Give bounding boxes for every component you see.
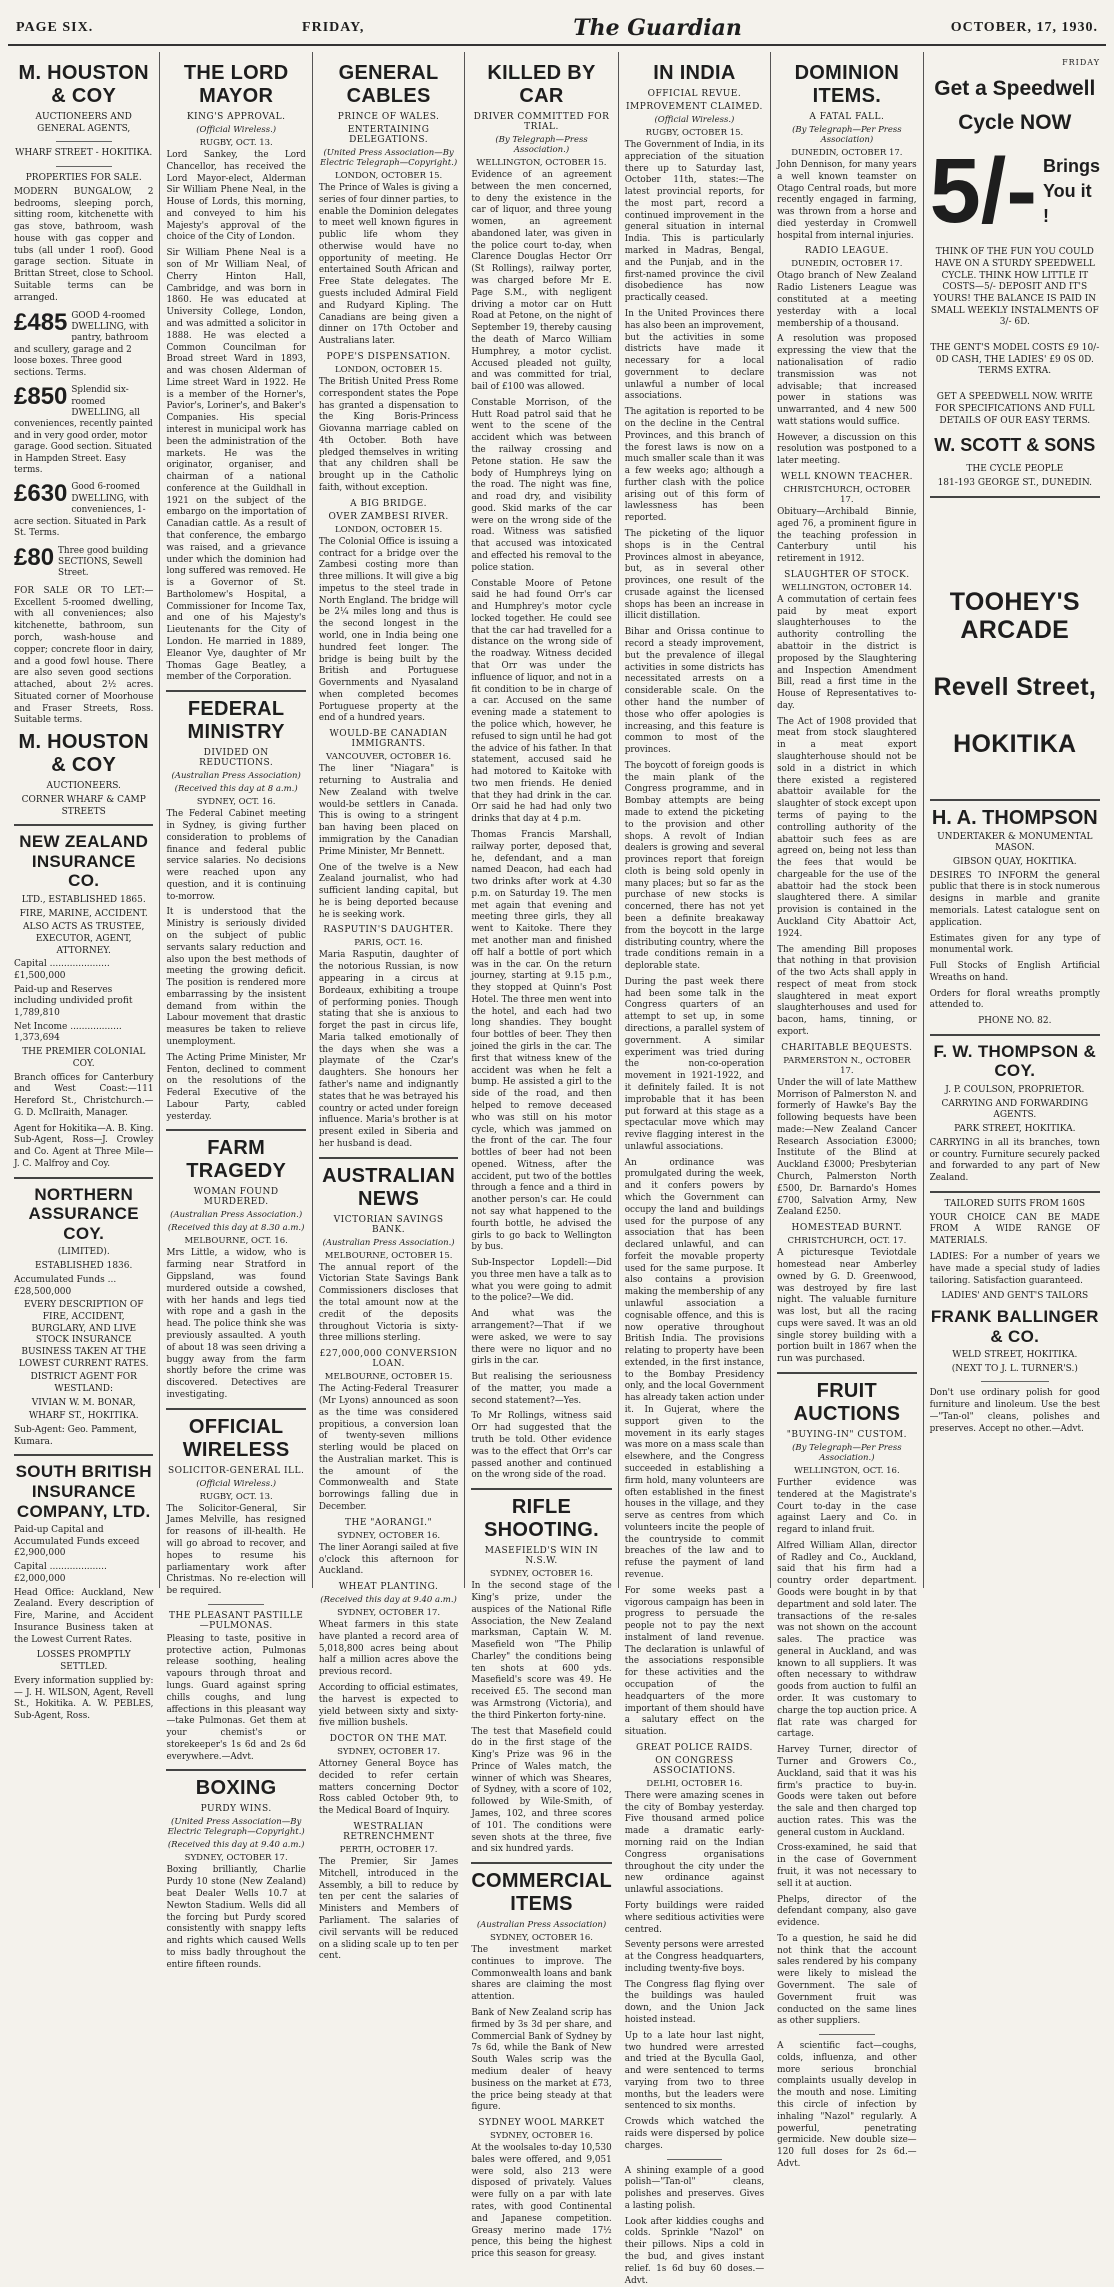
column-3 xyxy=(313,52,465,1962)
price-amount: 5/- xyxy=(929,140,1037,243)
dateline: DUNEDIN, OCTOBER 17. xyxy=(791,259,903,270)
dateline: CHRISTCHURCH, OCTOBER 17. xyxy=(783,484,911,505)
article-subheading: DOCTOR ON THE MAT. xyxy=(329,1734,448,1745)
article-paragraph: Harvey Turner, director of Turner and Growers Co., Auckland, said that it was his firm's practice to buy-in. Goods were taken out before the sale and then charged top auction rates. This was the general custom in Auckland. xyxy=(777,1745,917,1838)
article-paragraph: Sub-Inspector Lopdell:—Did you three men have a talk as to what you were going to admit to the police?—We did. xyxy=(471,1258,612,1304)
carrying-text: CARRYING in all its branches, town or country. Furniture securely packed and forwarded to any part of New Zealand. xyxy=(929,1137,1100,1184)
article-subheading: RADIO LEAGUE. xyxy=(804,246,889,257)
received-time: (Received this day at 8.30 a.m.) xyxy=(167,1223,305,1234)
article-paragraph: It is understood that the Ministry is seriously divided on the subject of public servants salary reduction and also upon the best methods of meeting the growing deficit. The position is rendered more embarrassing by the insistent demand from within the Labour movement that drastic measures be taken to relieve unemployment. xyxy=(166,907,306,1047)
dateline: MELBOURNE, OCTOBER 15. xyxy=(324,1250,453,1261)
dateline: WELLINGTON, OCTOBER 15. xyxy=(476,158,607,168)
article-heading: GENERAL CABLES xyxy=(338,62,439,107)
nz-established: LTD., ESTABLISHED 1865. xyxy=(21,894,146,905)
sbi-funds: Paid-up Capital and Accumulated Funds exceed £2,900,000 xyxy=(14,1525,140,1559)
article-paragraph: Seventy persons were arrested at the Congress headquarters, including twenty-five boys. xyxy=(624,1940,765,1974)
article-heading: THE LORD MAYOR xyxy=(183,62,289,107)
article-heading: DOMINION ITEMS. xyxy=(794,62,900,107)
for-sale-notice: FOR SALE OR TO LET:—Excellent 5-roomed dwelling, with all conveniences; also kitchenette, bathroom, sun porch, wash-house and copper; concrete floor in dairy, and a good fowl house. There are also seven good sections attached, about 2½ acres. Situated corner of Moorhouse and Fraser Streets, Ross. Suitable terms. xyxy=(14,585,154,726)
wire-source: (Official Wireless.) xyxy=(196,1478,277,1489)
thompson-wreaths: Full Stocks of English Artificial Wreaths on hand. xyxy=(929,961,1100,983)
scott-tagline: THE CYCLE PEOPLE xyxy=(966,464,1064,475)
article-subheading: WOMAN FOUND MURDERED. xyxy=(193,1187,279,1208)
article-paragraph: Bank of New Zealand scrip has firmed by 3s 3d per share, and Commercial Bank of Sydney by 7s 6d, while the Bank of New South Wales scrip was the medium dealer of heavy business on the market at £73, the price being steady at that figure. xyxy=(471,2008,612,2113)
article-paragraph: Sir William Phene Neal is a son of Mr William Neal, of Cherry Hinton Hall, Cambridge, and was born in 1860. He was educated at University College, London, and was admitted a solicitor in 1888. He was elected a Common Councilman for Broad street Ward in 1893, and was chosen Alderman of Lime street Ward in 1922. He is a member of the Horner's, Pavior's, Loriner's, and Baker's Companies. His special interest in municipal work has been the administration of the markets. He was the originator, organiser, and chairman of a national conference at the Guildhall in 1921 on the subject of the embargo on the importation of Canadian cattle. As a result of that conference, the embargo was raised, and a grievance under which the dominion had long suffered was removed. He is a Governor of St. Bartholomew's Hospital, a Commissioner for Income Tax, and one of his Majesty's Lieutenants for the City of London. He married in 1889, Eleanor Vye, daughter of Mr Thomas Gage Beatley, a member of the Corporation. xyxy=(166,248,306,683)
page-columns xyxy=(8,52,1106,2286)
article-subheading: KING'S APPROVAL. xyxy=(186,112,286,122)
article-paragraph: The British United Press Rome correspondent states the Pope has granted a dispensation to the King Boris-Princess Giovanna marriage cabled on 4th October. Both have pledged themselves in writing that any children shall be brought up in the Catholic faith, without exception. xyxy=(318,376,459,493)
branch-offices: Branch offices for Canterbury and West Coast:—111 Hereford St., Christchurch.—G. D. McIlraith, Manager. xyxy=(14,1072,154,1118)
article-subheading: SOLICITOR-GENERAL ILL. xyxy=(167,1465,305,1476)
article-paragraph: The liner "Niagara" is returning to Australia and New Zealand with twelve would-be settlers in Canada. This is owing to a stringent ban having been placed on immigration by the Canadian Prime Minister, Mr Bennett. xyxy=(318,764,459,857)
article-paragraph: The investment market continues to improve. The Commonwealth loans and bank shares are claiming the most attention. xyxy=(471,1945,612,2003)
dateline: RUGBY, OCT. 13. xyxy=(199,138,273,148)
dateline: CHRISTCHURCH, OCT. 17. xyxy=(787,1236,907,1247)
northern-heading: NORTHERN ASSURANCE COY. xyxy=(28,1184,139,1243)
article-paragraph: In the second stage of the King's prize, under the auspices of the National Rifle Association, the New Zealand marksman, Captain W. M. Masefield won "The Philip Charley" the conditions being ten shots at 600 yds. Masefield's score was 49. He received £5. The second man was Armstrong (Victoria), and the third Pinkerton forty-nine. xyxy=(471,1581,612,1721)
thompson-address: GIBSON QUAY, HOKITIKA. xyxy=(952,856,1077,867)
article-paragraph: To Mr Rollings, witness said Orr had suggested that the truth be told. Other evidence was to the effect that Orr's car passed another and continued on the wrong side of the road. xyxy=(471,1411,612,1481)
property-text: GOOD 4-roomed DWELLING, with pantry, bathroom and scullery, garage and 2 loose boxes. Three good sections. Terms. xyxy=(14,310,149,378)
article-paragraph: At the woolsales to-day 10,530 bales were offered, and 9,051 were sold, also 213 were disposed of privately. Values were fully on a par with late rates, with good Continental and Japanese competition. Greasy merino made 17½ pence, this being the highest price this season for greasy. xyxy=(471,2143,612,2260)
article-paragraph: The Acting-Federal Treasurer (Mr Lyons) announced as soon as the time was considered propitious, a conversion loan of twenty-seven millions sterling would be placed on the Australian market. This is the amount of the Commonwealth and State borrowings falling due in December. xyxy=(318,1384,459,1512)
property-price: £80 xyxy=(14,543,55,571)
advert-heading: THE PLEASANT PASTILLE—PULMONAS. xyxy=(169,1610,304,1631)
article-subheading: GREAT POLICE RAIDS. xyxy=(635,1742,753,1753)
dateline: PERTH, OCTOBER 17. xyxy=(339,1845,438,1856)
carrying-address: PARK STREET, HOKITIKA. xyxy=(954,1124,1076,1135)
column-2 xyxy=(160,52,312,1970)
agent-name: VIVIAN W. M. BONAR, xyxy=(31,1397,136,1408)
article-subheading: CHARITABLE BEQUESTS. xyxy=(781,1042,913,1053)
article-paragraph: There were amazing scenes in the city of Bombay yesterday. Five thousand armed police made a dramatic early-morning raid on the Indian Congress organisations throughout the city under the new ordinance against unlawful associations. xyxy=(624,1790,765,1896)
article-paragraph: An ordinance was promulgated during the week, and it confers powers by which the Government can occupy the land and buildings used for the purpose of any association that has been declared unlawful, and can forfeit the movable property used for the same purpose. It also contains a provision making the membership of any unlawful association a cognisable offence, and this is now operative throughout British India. The provisions relating to property have been extended, in the first instance, to the Bombay Presidency only, and the local Government has already taken action under it. In Gujerat, where the support given to the movement in its early stages was more on a mass scale than elsewhere, and the Congress succeeded in establishing a firm hold, many volunteers are often established in the finest houses in the village, and they serve as centres from which volunteers incite the people of the countryside to commit breaches of the law and to refuse the payment of land revenue. xyxy=(624,1157,765,1580)
price-caption: Brings You it ! xyxy=(1042,155,1100,226)
advert-text: A scientific fact—coughs, colds, influenza, and other more serious bronchial complaints usually develop in the mouth and nose. Limiting this circle of infection by inhaling "Nazol" regularly. A powerful, penetrating germicide. New double size—120 full doses for 2s 6d.—Advt. xyxy=(777,2041,917,2169)
received-time: (Received this day at 9.40 a.m.) xyxy=(167,1840,305,1851)
article-paragraph: The boycott of foreign goods is the main plank of the Congress programme, and in Bombay attempts are being made to extend the picketing to the provision and other shops. A revolt of Indian dealers is growing and several provinces report that foreign cloth is being sold openly in many places; but so far as the purchase of new stocks is concerned, there has not yet been a definite breakaway from the boycott in the large distributing country, where the trade conditions remain in a deplorable state. xyxy=(624,760,765,972)
article-heading: KILLED BY CAR xyxy=(487,62,596,107)
nz-net-income: Net Income .................. 1,373,694 xyxy=(14,1021,122,1044)
wire-source: (Official Wireless.) xyxy=(196,125,277,135)
northern-established: ESTABLISHED 1836. xyxy=(35,1261,133,1272)
property-listing xyxy=(14,308,153,380)
article-paragraph: A picturesque Teviotdale homestead near Amberley owned by G. D. Greenwood, was destroyed by fire last night. The valuable furniture was lost, but all the racing cups were saved. It was an old single storey building with a portion built in 1867 when the run was purchased. xyxy=(777,1248,917,1365)
article-paragraph: Bihar and Orissa continue to record a steady improvement, but the prevalence of illegal activities in some districts has necessitated arrests on a considerable scale. On the other hand the number of those who offer apologies is increasing, and this feature is common to most of the provinces. xyxy=(624,627,765,756)
district-agent-label: DISTRICT AGENT FOR WESTLAND: xyxy=(30,1372,137,1394)
ad-tag: FRIDAY xyxy=(1062,58,1100,67)
article-paragraph: Maria Rasputin, daughter of the notorious Russian, is now appearing in a circus at Bordeaux, exhibiting a troupe of performing ponies. Though stating that she is anxious to forget the past in circus life, Maria talked emotionally of the days when she was a playmate of the Czar's daughters. She honours her father's name and indignantly states that he was betrayed his country or acted under foreign influence. Maria's brother is at present exiled in Siberia and her husband is dead. xyxy=(318,950,459,1149)
article-subheading: WELL KNOWN TEACHER. xyxy=(780,471,913,482)
article-paragraph: For some weeks past a vigorous campaign has been in progress to persuade the people not to pay the next instalment of land revenue. The declaration is unlawful of the associations responsible for these activities and the occupation of the headquarters of the more important of them should have a salutary effect on the situation. xyxy=(624,1585,765,1738)
firm-role-2: AUCTIONEERS. xyxy=(46,781,121,792)
article-paragraph: The amending Bill proposes that nothing in that provision of the two Acts shall apply in respect of meat from stock slaughtered in meat export slaughterhouses and used for bacon, hams, tinning, or export. xyxy=(777,944,917,1037)
article-paragraph: The Colonial Office is issuing a contract for a bridge over the Zambesi costing more than three millions. It will give a big impetus to the steel trade in North England. The bridge will be 2¼ miles long and thus is the second longest in the world, one in India being one hundred feet longer. The bridge is being built by the British and Portuguese Governments and Nyasaland when completed becomes Portuguese property at the end of a hundred years. xyxy=(318,536,459,724)
page-number: PAGE SIX. xyxy=(16,20,94,35)
article-heading: RIFLE SHOOTING. xyxy=(484,1496,599,1542)
dateline: WELLINGTON, OCT. 16. xyxy=(794,1465,900,1476)
wire-source: (United Press Association—By Electric Telegraph—Copyright.) xyxy=(320,148,458,168)
article-paragraph: The test that Masefield could do in the first stage of the King's Prize was 96 in the Prince of Wales match, the winner of which was Sheares, of Sydney, with a score of 102, followed by Wile-Smith, of James, 102, and three scores of 101. The conditions were seven shots at the three, five and six hundred yards. xyxy=(471,1726,612,1855)
article-paragraph: Mrs Little, a widow, who is farming near Stratford in Gippsland, was found murdered outside a cowshed, with her hands and legs tied with rope and a gash in the head. The police think she was previously assaulted. A youth of about 18 was seen driving a buggy away from the farm shortly before the crime was discovered. Detectives are investigating. xyxy=(166,1248,306,1400)
dateline: PARMERSTON N., OCTOBER 17. xyxy=(783,1055,911,1076)
bungalow-listing: MODERN BUNGALOW, 2 bedrooms, sleeping porch, sitting room, kitchenette with gas stove, bathroom, wash house with gas copper and tubs (all under 1 roof). Good garage section. Situate in Brittan Street, close to School. Suitable terms can be arranged. xyxy=(14,186,154,303)
article-subheading: RASPUTIN'S DAUGHTER. xyxy=(323,925,454,936)
article-paragraph: The Premier, Sir James Mitchell, introduced in the Assembly, a bill to reduce by ten per cent the salaries of Ministers and Members of Parliament. The salaries of civil servants will be reduced on a sliding scale up to ten per cent. xyxy=(318,1857,459,1962)
dateline: SYDNEY, OCTOBER 16. xyxy=(337,1530,441,1541)
ballinger-name: FRANK BALLINGER & CO. xyxy=(930,1306,1099,1346)
wire-source: (Official Wireless.) xyxy=(654,115,735,125)
article-paragraph: Up to a late hour last night, two hundred were arrested and tried at the Byculla Gaol, and were sentenced to terms varying from two to three months, but the leaders were sentenced to six months. xyxy=(624,2030,765,2112)
dateline: PARIS, OCT. 16. xyxy=(354,938,423,949)
wire-source: (Australian Press Association) xyxy=(476,1920,607,1931)
article-heading: AUSTRALIAN NEWS xyxy=(322,1164,456,1210)
article-subheading: ON CONGRESS ASSOCIATIONS. xyxy=(653,1755,736,1776)
property-text: Three good building SECTIONS, Sewell Street. xyxy=(58,545,149,579)
fw-thompson-name: F. W. THOMPSON & COY. xyxy=(933,1041,1097,1081)
article-paragraph: Crowds which watched the raids were dispersed by police charges. xyxy=(624,2117,765,2151)
article-subheading: SYDNEY WOOL MARKET xyxy=(478,2118,605,2129)
column-1 xyxy=(8,52,160,1722)
wire-source: (Australian Press Association.) xyxy=(170,1210,303,1221)
article-paragraph: A commutation of certain fees paid by meat export slaughterhouses to the authority controlling the abattoir in the district is proposed by the Slaughtering and Inspection Amendment Bill, read a first time in the House of Representatives to-day. xyxy=(777,594,917,711)
northern-funds: Accumulated Funds ... £28,500,000 xyxy=(14,1274,117,1297)
received-time: (Received this day at 9.40 a.m.) xyxy=(320,1595,457,1606)
tailor-ladies: LADIES: For a number of years we have made a special study of ladies tailoring. Satisfaction guaranteed. xyxy=(929,1251,1100,1286)
dateline: LONDON, OCTOBER 15. xyxy=(334,524,443,535)
article-paragraph: One of the twelve is a New Zealand journalist, who had sufficient landing capital, but he is being deported because he is seeking work. xyxy=(318,862,459,920)
dateline: DUNEDIN, OCTOBER 17. xyxy=(791,148,903,158)
article-subheading: "BUYING-IN" CUSTOM. xyxy=(786,1429,907,1440)
dateline: SYDNEY, OCT. 16. xyxy=(196,797,276,808)
received-time: (Received this day at 8 a.m.) xyxy=(174,784,298,795)
arcade-street: Revell Street, xyxy=(933,673,1097,702)
article-paragraph: The picketing of the liquor shops is in the Central Provinces almost in abeyance, but, as in several other provinces, one result of the crusade against the licensed shops has been an increase in illicit distillation. xyxy=(624,529,765,622)
article-heading: FARM TRAGEDY xyxy=(186,1137,287,1183)
dateline: SYDNEY, OCTOBER 16. xyxy=(490,2131,594,2142)
article-subheading: A FATAL FALL. xyxy=(809,112,885,122)
article-subheading: PURDY WINS. xyxy=(200,1804,272,1815)
speedwell-headline: Get a Speedwell xyxy=(934,77,1096,100)
article-paragraph: However, a discussion on this resolution was postponed to a later meeting. xyxy=(777,432,917,467)
article-heading: IN INDIA xyxy=(653,62,736,84)
article-paragraph: Thomas Francis Marshall, railway porter, deposed that, he, defendant, and a man named Deacon, had each had two drinks after work at 4.30 p.m. on Saturday 19. The men met again that evening and meeting three girls, they all went to Kaitoke. There they met another man and finished off half a bottle of port which was in the car. On the return journey, starting at 9.15 p.m., they stopped at Quinn's Post Hotel. The three men went into the hotel, and each had two long shandies. They bought four bottles of beer. They then joined the girls in the car. The first that witness knew of the accident was when he felt a bump. He assisted a girl to the side of the road, and then helped to remove deceased who was still on his motor cycle, which was jammed on the front of the car. The four bottles of beer had not been opened. Witness, after the accident, put two of the bottles through a fence and a third in another person's car. He could not say what happened to the fourth bottle, he advised the girls to go back to Wellington by bus. xyxy=(471,829,612,1253)
firm-address: WHARF STREET - HOKITIKA. xyxy=(15,148,153,159)
column-4 xyxy=(465,52,618,2260)
article-paragraph: Lord Sankey, the Lord Chancellor, has received the Lord Mayor-elect, Alderman Sir William Phene Neal, in the House of Lords, this morning, and conveyed to him his Majesty's approval of the choice of the City of London. xyxy=(166,150,306,243)
article-paragraph: Obituary—Archibald Binnie, aged 76, a prominent figure in the teaching profession in Canterbury until his retirement in 1912. xyxy=(777,506,917,565)
insurance-agents: Agent for Hokitika—A. B. King. Sub-Agent, Ross—J. Crowley and Co. Agent at Three Mile—J. C. Malfroy and Coy. xyxy=(14,1123,154,1170)
article-subheading: POPE'S DISPENSATION. xyxy=(326,351,451,362)
dateline: VANCOUVER, OCTOBER 16. xyxy=(326,752,452,763)
article-paragraph: Under the will of late Matthew Morrison of Palmerston N. and formerly of Hawke's Bay the following bequests have been made:—New Zealand Cancer Research Association £3000; Institute of the Blind at Auckland £3000; Presbyterian Church, Palmerston North £500, Dr. Barnardo's Homes £700, Salvation Army, New Zealand £250. xyxy=(777,1077,917,1218)
article-subheading: MASEFIELD'S WIN IN N.S.W. xyxy=(484,1546,599,1567)
article-paragraph: Attorney General Boyce has decided to refer certain matters concerning Doctor Ross cabled October 9th, to the Medical Board of Inquiry. xyxy=(318,1759,459,1817)
property-price: £485 xyxy=(14,308,68,336)
article-paragraph: The agitation is reported to be on the decline in the Central Provinces, and this branch of the forest laws is now on a much smaller scale than it was a few weeks ago; although a further clash with the police arising out of this form of lawlessness has been reported. xyxy=(624,407,765,524)
article-paragraph: Boxing brilliantly, Charlie Purdy 10 stone (New Zealand) beat Dealer Wells 10.7 at Newton Stadium. Wells did all the forcing but Purdy scored consistently with snappy lefts and rights which caused Wells to miss badly throughout the entire fifteen rounds. xyxy=(166,1865,306,1970)
dateline: DELHI, OCTOBER 16. xyxy=(646,1778,743,1789)
ballinger-address: WELD STREET, HOKITIKA. xyxy=(952,1350,1078,1361)
article-paragraph: But realising the seriousness of the matter, you made a second statement?—Yes. xyxy=(471,1372,612,1406)
advert-text: A shining example of a good polish—"Tan-ol" cleans, polishes and preserves. Gives a lasting polish. xyxy=(624,2165,765,2211)
article-paragraph: The liner Aorangi sailed at five o'clock this afternoon for Auckland. xyxy=(318,1542,459,1577)
dateline: WELLINGTON, OCTOBER 14. xyxy=(781,582,912,593)
article-paragraph: Cross-examined, he said that in the case of Government fruit, it was not necessary to sell it at auction. xyxy=(777,1843,917,1889)
article-paragraph: Alfred William Allan, director of Radley and Co., Auckland, said that his firm had a country order department. Goods were bought in by that department and sold later. The transactions of the re-sales was not shown on the account sales. The practice was general in Auckland, and was known to all suppliers. It was often necessary to withdraw goods from auction to fulfil an order. It was customary to charge the top auction price. A flat rate was charged for cartage. xyxy=(777,1540,917,1740)
issue-date: OCTOBER, 17, 1930. xyxy=(950,20,1098,35)
nz-capital: Capital ..................... £1,500,000 xyxy=(14,959,110,982)
article-paragraph: Phelps, director of the defendant company, also gave evidence. xyxy=(777,1894,917,1929)
article-subheading: VICTORIAN SAVINGS BANK. xyxy=(333,1214,444,1235)
firm-role: AUCTIONEERS AND GENERAL AGENTS, xyxy=(35,112,132,134)
dateline: LONDON, OCTOBER 15. xyxy=(334,171,443,181)
article-paragraph: To a question, he said he did not think that the account sales rendered by his company were likely to mislead the Government. The sale of Government fruit was conducted on the same lines as other suppliers. xyxy=(777,1933,917,2027)
dateline: MELBOURNE, OCT. 16. xyxy=(184,1236,288,1247)
tailor-line: LADIES' AND GENT'S TAILORS xyxy=(941,1291,1089,1302)
sub-agent: Sub-Agent: Geo. Pamment, Kumara. xyxy=(14,1425,137,1447)
article-paragraph: Wheat farmers in this state have planted a record area of 5,018,800 acres being about half a million acres above the previous record. xyxy=(318,1620,459,1678)
dateline: LONDON, OCTOBER 15. xyxy=(334,364,443,375)
nz-types: FIRE, MARINE, ACCIDENT. xyxy=(19,908,148,919)
advert-text: Pleasing to taste, positive in protective action, Pulmonas release soothing, healing vapours through throat and lungs. Guard against spring chills coughs, and lung affections in this pleasant way—take Pulmonas. Get them at your chemist's or storekeeper's 1s 6d and 2s 6d everywhere.—Advt. xyxy=(166,1633,306,1762)
sbi-head-office: Head Office: Auckland, New Zealand. Every description of Fire, Marine, and Accident Insurance Business taken at the Lowest Current Rates. xyxy=(14,1587,154,1645)
article-heading: FRUIT AUCTIONS xyxy=(793,1379,901,1425)
speedwell-text: THINK OF THE FUN YOU COULD HAVE ON A STURDY SPEEDWELL CYCLE. THINK HOW LITTLE IT COSTS—5/- DEPOSIT AND IT'S YOURS! THE BALANCE IS PAID IN SMALL WEEKLY INSTALMENTS OF 3/- 6D. xyxy=(930,247,1099,328)
thompson-estimates: Estimates given for any type of monumental work. xyxy=(929,933,1100,956)
firm-name: M. HOUSTON & COY xyxy=(18,62,149,107)
article-subheading: SLAUGHTER OF STOCK. xyxy=(784,569,910,580)
article-subheading: OVER ZAMBESI RIVER. xyxy=(328,511,449,522)
article-paragraph: Further evidence was tendered at the Magistrate's Court to-day in the case against Laery and Co. in regard to inland fruit. xyxy=(777,1477,917,1536)
article-paragraph: A resolution was proposed expressing the view that the nationalisation of radio transmission was not advisable; that increased power in stations was unwarranted, and 4 new 500 watt stations would suffice. xyxy=(777,334,917,427)
dateline: RUGBY, OCT. 13. xyxy=(199,1491,273,1502)
article-heading: BOXING xyxy=(195,1777,277,1800)
article-heading: COMMERCIAL ITEMS xyxy=(471,1870,613,1916)
article-paragraph: The Federal Cabinet meeting in Sydney, is giving further consideration to problems of finance and federal public service salaries. No decisions were reached upon any question, and it is continuing to-morrow. xyxy=(166,809,306,902)
scott-name: W. SCOTT & SONS xyxy=(934,435,1096,456)
northern-limited: (LIMITED). xyxy=(57,1247,110,1258)
article-subheading: PRINCE OF WALES. xyxy=(337,112,440,122)
article-paragraph: The annual report of the Victorian State Savings Bank Commissioners discloses that the total amount now at the credit of the deposits throughout Victoria is sixty-three millions sterling. xyxy=(318,1262,459,1344)
thompson-role: UNDERTAKER & MONUMENTAL MASON. xyxy=(937,831,1093,854)
colonial-line: THE PREMIER COLONIAL COY. xyxy=(22,1047,146,1069)
article-heading: FEDERAL MINISTRY xyxy=(187,698,285,744)
nz-also: ALSO ACTS AS TRUSTEE, EXECUTOR, AGENT, ATTORNEY. xyxy=(23,922,145,956)
property-price: £850 xyxy=(14,383,68,411)
article-paragraph: Evidence of an agreement between the men concerned, to deny the existence in the car of liquor, and three young women, an agreement abandoned later, was given in the police court to-day, when Clarence Douglas Hector Orr (St Rollings), railway porter, was charged before Mr E. Page S.M., with negligent driving a motor car on Hutt Road at Petone, on the night of September 19, thereby causing the death of Marco William Humphrey, a motor cyclist. Accused pleaded not guilty, and was committed for trial, bail of £100 was allowed. xyxy=(471,170,612,393)
agent-address: WHARF ST., HOKITIKA. xyxy=(28,1411,139,1422)
newspaper-title: The Guardian xyxy=(573,15,742,41)
article-subheading: WHEAT PLANTING. xyxy=(338,1582,439,1593)
article-paragraph: The Solicitor-General, Sir James Melville, has resigned for reasons of ill-health. He will go abroad to recover, and hopes to resume his parliamentary work after Christmas. No re-election will be required. xyxy=(166,1503,306,1597)
losses-settled: LOSSES PROMPTLY SETTLED. xyxy=(36,1650,131,1673)
dateline: SYDNEY, OCTOBER 17. xyxy=(337,1608,441,1619)
wire-source: (Australian Press Association) xyxy=(171,771,301,782)
speedwell-prices: THE GENT'S MODEL COSTS £9 10/- 0D CASH, THE LADIES' £9 0S 0D. TERMS EXTRA. xyxy=(930,343,1100,377)
thompson-text: DESIRES TO INFORM the general public that there is in stock numerous designs in marble and granite memorials. Latest catalogue sent on application. xyxy=(929,870,1100,928)
article-subheading: WESTRALIAN RETRENCHMENT xyxy=(343,1822,435,1843)
property-listing xyxy=(14,543,153,580)
arcade-town: HOKITIKA xyxy=(953,729,1077,758)
firm-address-2: CORNER WHARF & CAMP STREETS xyxy=(21,794,146,817)
article-paragraph: The Acting Prime Minister, Mr Fenton, declined to comment on the resolutions of the Federal Executive of the Labour Party, cabled yesterday. xyxy=(166,1052,306,1122)
advert-text: Look after kiddies coughs and colds. Sprinkle "Nazol" on their pillows. Nips a cold in the bud, and gives instant relief. 1s 6d buy 60 doses.—Advt. xyxy=(624,2216,765,2286)
sbi-information: Every information supplied by:— J. H. WILSON, Agent, Revell St., Hokitika. A. W. PEBLES, Sub-Agent, Ross. xyxy=(14,1675,154,1722)
thompson-phone: PHONE NO. 82. xyxy=(978,1016,1052,1027)
fw-proprietor: J. P. COULSON, PROPRIETOR. xyxy=(945,1085,1085,1096)
sbi-capital: Capital .................... £2,000,000 xyxy=(14,1562,107,1584)
article-paragraph: The Congress flag flying over the buildings was hauled down, and the Union Jack hoisted instead. xyxy=(624,1979,765,2025)
wire-source: (By Telegraph—Per Press Association.) xyxy=(792,1442,902,1463)
thompson-name: H. A. THOMPSON xyxy=(931,806,1098,829)
article-paragraph: The Act of 1908 provided that meat from stock slaughtered in a meat export slaughterhouse should not be sold in a district in which there existed a registered abattoir available for the slaughter of stock except upon terms of paying to the controlling authority of the abattoir such fees as are agreed on, being not less than the fees that would be chargeable for the use of the abattoir had the stock been slaughtered there. A similar provision is contained in the Auckland City Abattoir Act, 1924. xyxy=(777,716,917,939)
article-paragraph: Otago branch of New Zealand Radio Listeners League was constituted at a meeting yesterday with a local membership of a thousand. xyxy=(777,271,917,329)
property-text: Splendid six-roomed DWELLING, all conveniences, recently painted and in very good order, motor garage. Good section. Situated in Hampden Street. Easy terms. xyxy=(14,385,153,476)
ballinger-next: (NEXT TO J. L. TURNER'S.) xyxy=(951,1363,1078,1374)
property-text: Good 6-roomed DWELLING, with conveniences, 1-acre section. Situated in Park St. Terms. xyxy=(14,482,149,539)
northern-description: EVERY DESCRIPTION OF FIRE, ACCIDENT, BURGLARY, AND LIVE STOCK INSURANCE BUSINESS TAKEN AT THE LOWEST CURRENT RATES. xyxy=(18,1300,149,1369)
wire-source: (By Telegraph—Per Press Association) xyxy=(792,125,902,145)
nz-insurance-heading: NEW ZEALAND INSURANCE CO. xyxy=(19,832,149,891)
column-6 xyxy=(771,52,923,2169)
article-subheading: THE "AORANGI." xyxy=(344,1517,433,1528)
wire-source: (Australian Press Association.) xyxy=(322,1237,455,1248)
thompson-orders: Orders for floral wreaths promptly attended to. xyxy=(929,988,1100,1011)
article-paragraph: Forty buildings were raided where seditious activities were centred. xyxy=(624,1900,765,1935)
dateline: SYDNEY, OCTOBER 17. xyxy=(337,1747,441,1758)
advert-text: Don't use ordinary polish for good furniture and linoleum. Use the best—"Tan-ol" cleans, polishes and preserves. Accept no other.—Advt. xyxy=(929,1388,1100,1434)
wire-source: (United Press Association—By Electric Telegraph—Copyright.) xyxy=(167,1817,305,1838)
scott-address: 181-193 GEORGE ST., DUNEDIN. xyxy=(937,477,1092,488)
tailor-heading: TAILORED SUITS FROM 160S xyxy=(944,1198,1086,1209)
article-paragraph: The Government of India, in its appreciation of the situation there up to Saturday last, October 11th, states:—The latest provincial reports, for the most part, record a continued improvement in the general situation in internal India. This is particularly marked in Madras, Bengal, and the Punjab, and in the first-named province the civil disobedience has now practically ceased. xyxy=(624,140,765,304)
south-british-heading: SOUTH BRITISH INSURANCE COMPANY, LTD. xyxy=(15,1462,152,1521)
article-subheading: A BIG BRIDGE. xyxy=(350,498,428,509)
article-subheading: OFFICIAL REVUE. xyxy=(647,89,742,99)
article-subheading: ENTERTAINING DELEGATIONS. xyxy=(347,125,430,145)
article-subheading: IMPROVEMENT CLAIMED. xyxy=(626,102,763,112)
article-subheading: DIVIDED ON REDUCTIONS. xyxy=(199,748,274,769)
article-paragraph: John Dennison, for many years a well known teamster on Otago Central roads, but more recently engaged in farming, was thrown from a horse and died yesterday in Cromwell hospital from internal injuries. xyxy=(777,160,917,241)
arcade-name: TOOHEY'S ARCADE xyxy=(949,587,1080,645)
day-label: FRIDAY, xyxy=(302,20,365,35)
property-listing xyxy=(14,482,153,539)
article-paragraph: The Prince of Wales is giving a series of four dinner parties, to enable the Dominion delegates to meet well known figures in public life whom they otherwise would have no opportunity of meeting. He entertained South African and Free State delegates. The guests included Admiral Field and Rudyard Kipling. The Canadians are being given a dinner on 17th October and Australians later. xyxy=(318,183,459,347)
article-paragraph: In the United Provinces there has also been an improvement, but the activities in some districts have made it necessary for a local government to declare unlawful a number of local associations. xyxy=(624,308,765,402)
dateline: RUGBY, OCTOBER 15. xyxy=(645,128,744,138)
article-subheading: DRIVER COMMITTED FOR TRIAL. xyxy=(473,112,610,132)
column-5 xyxy=(619,52,771,2286)
speedwell-headline-2: Cycle NOW xyxy=(958,111,1072,135)
sale-heading: PROPERTIES FOR SALE. xyxy=(25,173,142,184)
dateline: MELBOURNE, OCTOBER 15. xyxy=(324,1372,453,1383)
dateline: SYDNEY, OCTOBER 16. xyxy=(490,1933,594,1944)
dateline: SYDNEY, OCTOBER 17. xyxy=(184,1853,288,1864)
price-banner xyxy=(929,140,1100,243)
masthead xyxy=(8,12,1106,46)
property-listing xyxy=(14,385,153,476)
column-7 xyxy=(924,52,1106,1588)
nz-paid-up: Paid-up and Reserves including undivided profit 1,789,810 xyxy=(14,984,133,1019)
article-subheading: HOMESTEAD BURNT. xyxy=(791,1223,903,1234)
article-subheading: WOULD-BE CANADIAN IMMIGRANTS. xyxy=(329,729,448,750)
firm-name-2: M. HOUSTON & COY xyxy=(18,731,149,777)
article-paragraph: Constable Moore of Petone said he had found Orr's car and Humphrey's motor cycle locked together. He could see that the car had travelled for a distance on the wrong side of the roadway. Witness decided that Orr was under the influence of liquor, and not in a fit condition to be in charge of a car. Accused on the same evening made a statement to the police which, however, he refused to sign until he had got the advice of his father. In that statement, accused said he had motored to Kaitoke with two men friends. He denied that they had drink in the car. Orr said he had had only two drinks that day at 4 p.m. xyxy=(471,578,612,825)
wire-source: (By Telegraph—Press Association.) xyxy=(495,135,588,155)
article-paragraph: According to official estimates, the harvest is expected to yield between sixty and sixty-five million bushels. xyxy=(318,1683,459,1729)
dateline: SYDNEY, OCTOBER 16. xyxy=(490,1569,594,1580)
article-paragraph: During the past week there had been some talk in the Congress quarters of an attempt to set up, in some directions, a parallel system of government. A similar experiment was tried during the non-co-operation movement in 1921-1922, and it definitely failed. It is not improbable that it has been put forward at this stage as a spectacular move which may revive flagging interest in the unlawful associations. xyxy=(624,976,765,1152)
speedwell-terms: GET A SPEEDWELL NOW. WRITE FOR SPECIFICATIONS AND FULL DETAILS OF OUR EASY TERMS. xyxy=(935,392,1095,426)
carrying-heading: CARRYING AND FORWARDING AGENTS. xyxy=(941,1098,1089,1121)
article-paragraph: Constable Morrison, of the Hutt Road patrol said that he went to the scene of the accident which was between the railway crossing and Petone station. He saw the body of Humphreys lying on the road. The night was fine, and road dry, and visibility good. Skid marks of the car were on the wrong side of the road. Witness was satisfied that accused was intoxicated and effected his removal to the police station. xyxy=(471,397,612,573)
article-paragraph: And what was the arrangement?—That if we were asked, we were to say there were no liquor and no girls in the car. xyxy=(471,1309,612,1367)
tailor-choice: YOUR CHOICE CAN BE MADE FROM A WIDE RANGE OF MATERIALS. xyxy=(929,1212,1100,1247)
property-price: £630 xyxy=(14,480,68,508)
article-subheading: £27,000,000 CONVERSION LOAN. xyxy=(319,1349,458,1370)
article-heading: OFFICIAL WIRELESS xyxy=(182,1415,290,1461)
